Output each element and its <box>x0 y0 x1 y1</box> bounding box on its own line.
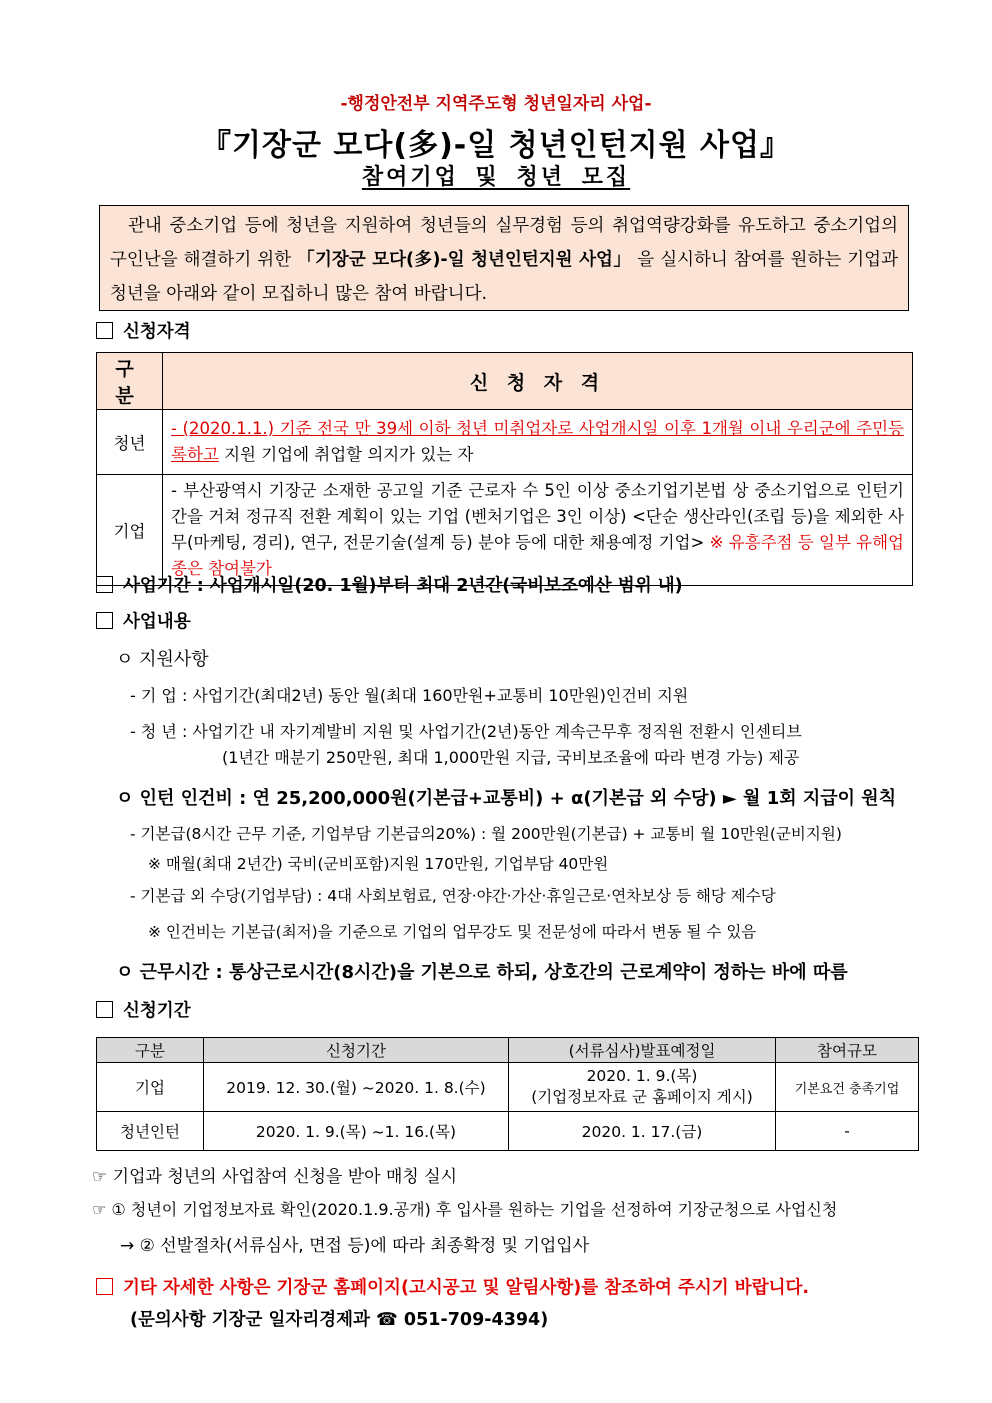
section-application: 신청기간 <box>96 997 191 1022</box>
checkbox-square-icon <box>96 322 113 339</box>
support-heading: ㅇ 지원사항 <box>116 649 209 670</box>
column-header-announce: (서류심사)발표예정일 <box>509 1038 776 1063</box>
section-period: 사업기간 : 사업개시일(20. 1월)부터 최대 2년간(국비보조예산 범위 내) <box>96 572 683 597</box>
youth-qualification: - (2020.1.1.) 기준 전국 만 39세 이하 청년 미취업자로 사업개시일 이후 1개월 이내 우리군에 주민등록하고 지원 기업에 취업할 의지가 있는 자 <box>163 410 913 475</box>
column-header-scale: 참여규모 <box>776 1038 919 1063</box>
row-period: 2020. 1. 9.(목) ~1. 16.(목) <box>204 1112 509 1151</box>
base-pay-note: ※ 매월(최대 2년간) 국비(군비포함)지원 170만원, 기업부담 40만원 <box>148 855 609 873</box>
intro-text-1: 관내 중소기업 등에 청년을 지원하여 청년들의 실무경험 등의 취업역량강화를 유도하고 중소기업의 구인난을 해결하기 위한 <box>110 216 898 270</box>
row-period: 2019. 12. 30.(월) ~2020. 1. 8.(수) <box>204 1063 509 1112</box>
row-announce: 2020. 1. 17.(금) <box>509 1112 776 1151</box>
section-qualification: 신청자격 <box>96 318 191 343</box>
row-announce: 2020. 1. 9.(목) (기업정보자료 군 홈페이지 게시) <box>509 1063 776 1112</box>
intro-program-name: 「기장군 모다(多)-일 청년인턴지원 사업」 <box>297 250 632 270</box>
checkbox-square-icon <box>96 576 113 593</box>
base-pay: - 기본급(8시간 근무 기준, 기업부담 기본급의20%) : 월 200만원(기본급) + 교통비 월 10만원(군비지원) <box>130 825 842 843</box>
row-type: 청년인턴 <box>97 1112 204 1151</box>
support-youth-line1: - 청 년 : 사업기간 내 자기계발비 지원 및 사업기간(2년)동안 계속근무후 정직원 전환시 인센티브 <box>130 722 802 741</box>
footer-notice: 기타 자세한 사항은 기장군 홈페이지(고시공고 및 알림사항)를 참조하여 주시기 바랍니다. <box>96 1274 809 1299</box>
section-content: 사업내용 <box>96 608 191 633</box>
column-header-period: 신청기간 <box>204 1038 509 1063</box>
note-matching: ☞ 기업과 청년의 사업참여 신청을 받아 매칭 실시 <box>92 1167 458 1187</box>
row-label-youth: 청년 <box>97 410 163 475</box>
checkbox-square-icon <box>96 612 113 629</box>
allowance-note: ※ 인건비는 기본급(최저)을 기준으로 기업의 업무강도 및 전문성에 따라서 변동 될 수 있음 <box>148 923 757 941</box>
work-hours: ㅇ 근무시간 : 통상근로시간(8시간)을 기본으로 하되, 상호간의 근로계약이 정하는 바에 따름 <box>116 962 848 983</box>
support-company: - 기 업 : 사업기간(최대2년) 동안 월(최대 160만원+교통비 10만원)인건비 지원 <box>130 686 689 705</box>
column-header-type: 구분 <box>97 1038 204 1063</box>
table-row <box>97 1112 919 1151</box>
checkbox-square-icon <box>96 1001 113 1018</box>
page-title: 『기장군 모다(多)-일 청년인턴지원 사업』 <box>201 128 791 163</box>
intro-box <box>99 205 909 311</box>
row-scale: 기본요건 충족기업 <box>776 1063 919 1112</box>
company-qualification: - 부산광역시 기장군 소재한 공고일 기준 근로자 수 5인 이상 중소기업기본법 상 중소기업으로 인턴기간을 거쳐 정규직 전환 계획이 있는 기업 (벤처기업은 3인 이상) <단순 생산라인(조립 등)을 제외한 사무(마케팅, 경리), 연구, 전문기술(설계 등) 분야 등에 대한 채용예정 기업> ※ 유흥주점 등 일부 유해업종은 참여불가 <box>163 475 913 586</box>
qualification-table <box>96 352 913 586</box>
table-row-youth <box>97 410 913 475</box>
support-youth-line2: (1년간 매분기 250만원, 최대 1,000만원 지급, 국비보조율에 따라 변경 가능) 제공 <box>222 748 800 767</box>
table-row-company <box>97 475 913 586</box>
contact-info: (문의사항 기장군 일자리경제과 ☎ 051-709-4394) <box>130 1310 549 1330</box>
note-step1: ☞ ① 청년이 기업정보자료 확인(2020.1.9.공개) 후 입사를 원하는 기업을 선정하여 기장군청으로 사업신청 <box>92 1200 838 1219</box>
checkbox-square-icon <box>96 1278 113 1295</box>
table-header-row <box>97 353 913 410</box>
column-header-qualification: 신 청 자 격 <box>163 353 913 410</box>
column-header-category: 구 분 <box>97 353 163 410</box>
note-step2: → ② 선발절차(서류심사, 면접 등)에 따라 최종확정 및 기업입사 <box>120 1236 590 1256</box>
table-header-row <box>97 1038 919 1063</box>
recruit-subtitle: 참여기업 및 청년 모집 <box>361 165 631 190</box>
application-period-table <box>96 1037 919 1151</box>
table-row <box>97 1063 919 1112</box>
row-scale: - <box>776 1112 919 1151</box>
intro-text-2: 을 실시하니 참여를 원하는 기업과 청년을 아래와 같이 모집하니 많은 참여 바랍니다. <box>110 250 898 304</box>
row-label-company: 기업 <box>97 475 163 586</box>
row-type: 기업 <box>97 1063 204 1112</box>
labor-cost: ㅇ 인턴 인건비 : 연 25,200,000원(기본급+교통비) + α(기본급 외 수당) ► 월 1회 지급이 원칙 <box>116 788 897 809</box>
program-subtitle: -행정안전부 지역주도형 청년일자리 사업- <box>340 94 652 114</box>
allowance: - 기본급 외 수당(기업부담) : 4대 사회보험료, 연장·야간·가산·휴일근로·연차보상 등 해당 제수당 <box>130 887 776 905</box>
